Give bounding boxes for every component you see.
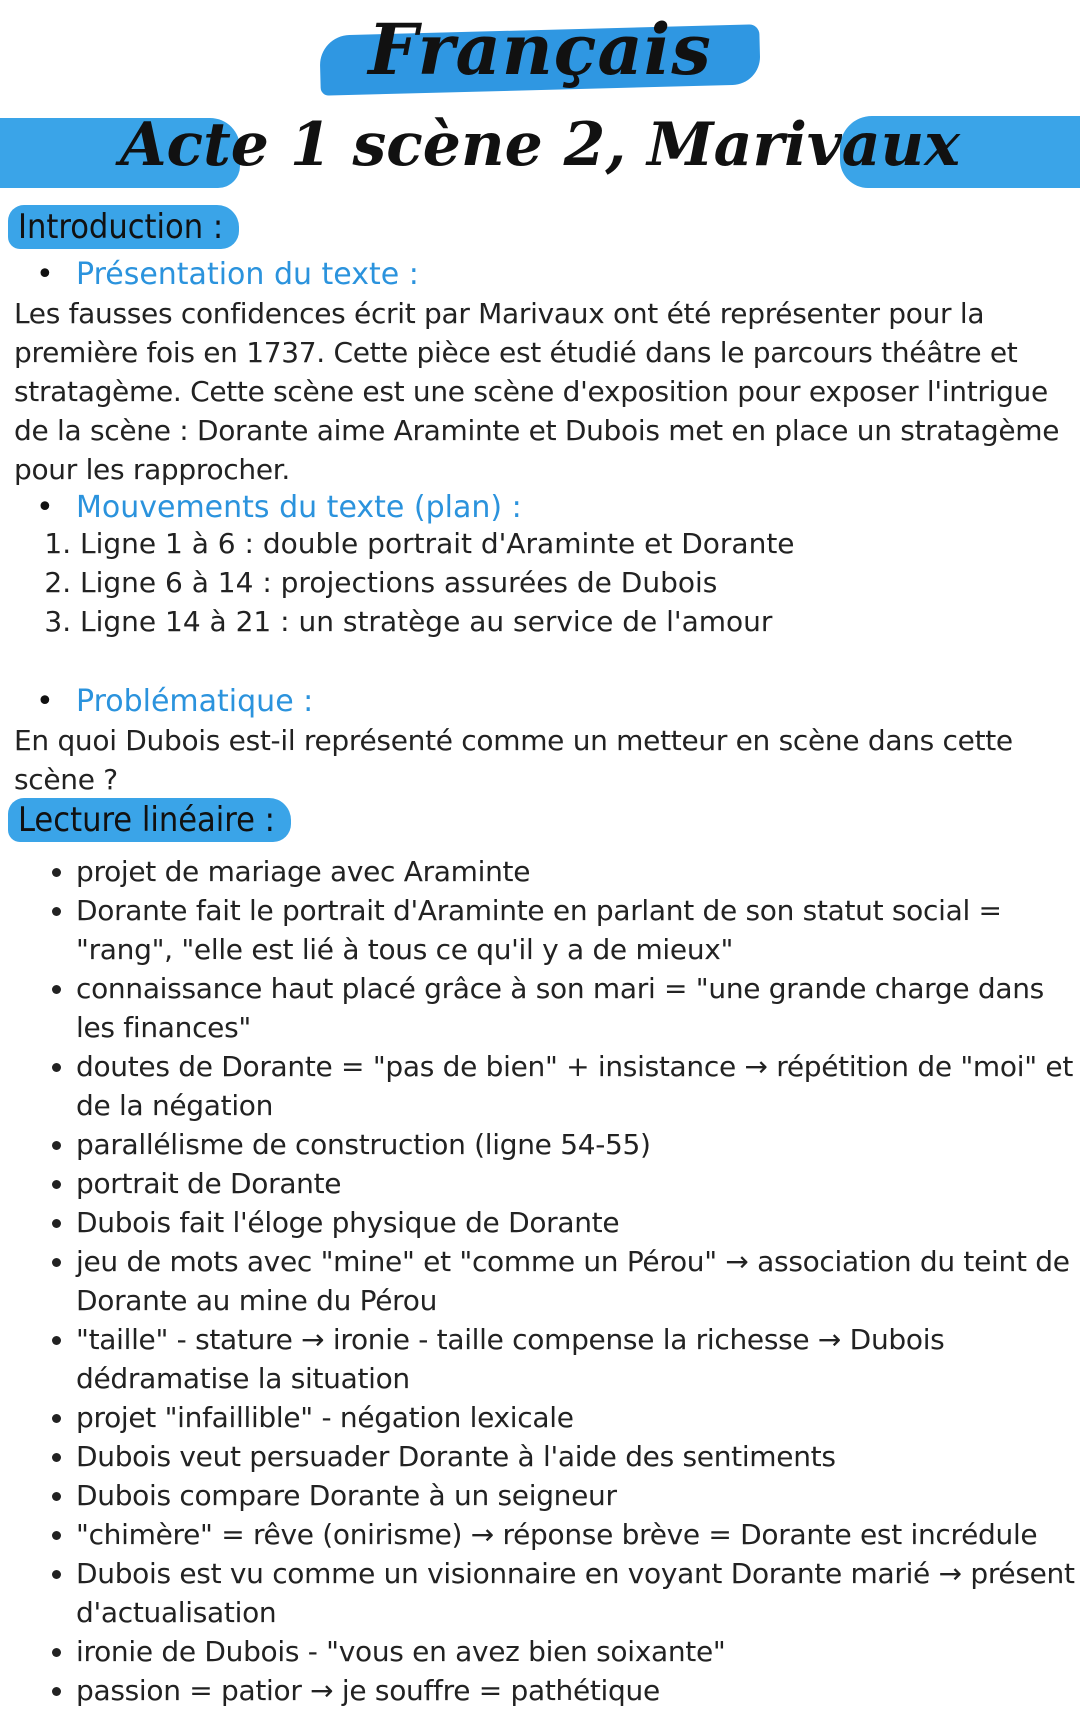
list-item: • projet "infaillible" - négation lexicale bbox=[76, 1398, 1080, 1437]
list-item: • "taille" - stature → ironie - taille compense la richesse → Dubois dédramatise la situation bbox=[76, 1320, 1080, 1398]
page-subtitle: Acte 1 scène 2, Marivaux bbox=[119, 110, 961, 180]
problem-label-text: Problématique : bbox=[76, 684, 314, 719]
list-item: • Dubois fait l'éloge physique de Dorante bbox=[76, 1203, 1080, 1242]
problem-text: En quoi Dubois est-il représenté comme un metteur en scène dans cette scène ? bbox=[14, 724, 1013, 796]
list-item: • connaissance haut placé grâce à son mari = "une grande charge dans les finances" bbox=[76, 969, 1080, 1047]
list-item: • Dubois veut persuader Dorante à l'aide des sentiments bbox=[76, 1437, 1080, 1476]
list-item: • Dubois compare Dorante à un seigneur bbox=[76, 1476, 1080, 1515]
list-item: • projet de mariage avec Araminte bbox=[76, 852, 1080, 891]
lecture-heading: Lecture linéaire : bbox=[8, 798, 291, 842]
introduction-heading: Introduction : bbox=[8, 205, 239, 249]
presentation-text: Les fausses confidences écrit par Marivaux ont été représenter pour la première fois en 1737. Cette pièce est étudié dans le parcours théâtre et stratagème. Cette scène est une scène d'exposition pour exposer l'intrigue de la scène : Dorante aime Araminte et Dubois met en place un stratagème pour les rapprocher. bbox=[14, 297, 1060, 486]
lecture-list bbox=[40, 852, 1080, 1710]
list-item: • jeu de mots avec "mine" et "comme un Pérou" → association du teint de Dorante au mine du Pérou bbox=[76, 1242, 1080, 1320]
movement-item: 3. Ligne 14 à 21 : un stratège au service de l'amour bbox=[80, 602, 795, 641]
list-item: • Dubois est vu comme un visionnaire en voyant Dorante marié → présent d'actualisation bbox=[76, 1554, 1080, 1632]
list-item: • doutes de Dorante = "pas de bien" + insistance → répétition de "moi" et de la négation bbox=[76, 1047, 1080, 1125]
list-item: • portrait de Dorante bbox=[76, 1164, 1080, 1203]
list-item: • parallélisme de construction (ligne 54-55) bbox=[76, 1125, 1080, 1164]
presentation-label-text: Présentation du texte : bbox=[76, 257, 419, 292]
movement-item: 2. Ligne 6 à 14 : projections assurées de Dubois bbox=[80, 563, 795, 602]
movements-label bbox=[38, 488, 522, 527]
subtitle-block bbox=[0, 110, 1080, 200]
page-title: Français bbox=[368, 8, 712, 91]
page-title-block bbox=[0, 0, 1080, 105]
list-item: • Dorante fait le portrait d'Araminte en parlant de son statut social = "rang", "elle est lié à tous ce qu'il y a de mieux" bbox=[76, 891, 1080, 969]
movement-item: 1. Ligne 1 à 6 : double portrait d'Araminte et Dorante bbox=[80, 524, 795, 563]
list-item: • passion = patior → je souffre = pathétique bbox=[76, 1671, 1080, 1710]
list-item: • ironie de Dubois - "vous en avez bien soixante" bbox=[76, 1632, 1080, 1671]
movements-label-text: Mouvements du texte (plan) : bbox=[76, 490, 522, 525]
presentation-label bbox=[38, 255, 419, 294]
movements-list bbox=[50, 524, 795, 641]
list-item: • "chimère" = rêve (onirisme) → réponse brève = Dorante est incrédule bbox=[76, 1515, 1080, 1554]
problem-label bbox=[38, 682, 313, 721]
